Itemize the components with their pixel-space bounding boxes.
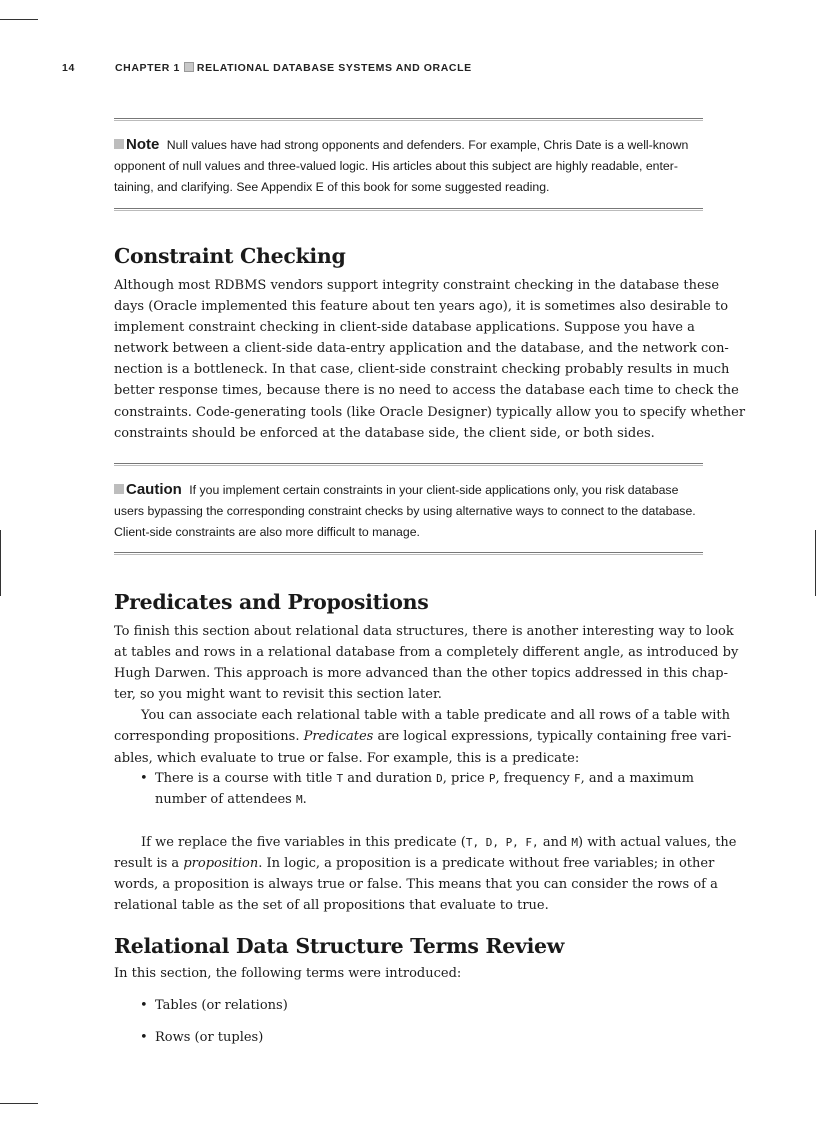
text-span: . (302, 792, 307, 808)
code-var: D (436, 772, 443, 785)
note-top-rule (114, 118, 703, 121)
caution-square-icon (114, 484, 124, 494)
paragraph-line: ables, which evaluate to true or false. For example, this is a predicate: (114, 750, 580, 766)
paragraph-line: ter, so you might want to revisit this section later. (114, 687, 442, 703)
text-span: ) with actual values, the (578, 835, 737, 850)
text-span: are logical expressions, typically containing free vari- (377, 729, 732, 745)
paragraph-line: relational table as the set of all propositions that evaluate to true. (114, 898, 549, 914)
list-item (140, 768, 694, 810)
code-var: T (336, 772, 344, 785)
bullet-icon: • (140, 998, 148, 1013)
paragraph-line: In this section, the following terms were introduced: (114, 966, 462, 981)
caution-line: users bypassing the corresponding constraint checks by using alternative ways to connect to the database. (114, 504, 696, 518)
paragraph-line: network between a client-side data-entry application and the database, and the network con- (114, 341, 729, 357)
note-line: Null values have had strong opponents and defenders. For example, Chris Date is a well-known (166, 138, 689, 152)
paragraph-line: Although most RDBMS vendors support integrity constraint checking in the database these (114, 278, 720, 293)
bullet-icon: • (140, 771, 148, 786)
paragraph-line: constraints should be enforced at the database side, the client side, or both sides. (114, 425, 655, 441)
paragraph-line: To finish this section about relational data structures, there is another interesting way to look (114, 624, 734, 639)
code-var: T, D, P, F, (465, 836, 539, 849)
paragraph-line: constraints. Code-generating tools (like Oracle Designer) typically allow you to specify whether (114, 404, 746, 420)
section-heading-constraint-checking: Constraint Checking (114, 244, 346, 268)
text-span: . In logic, a proposition is a predicate without free variables; in other (258, 856, 715, 872)
caution-top-rule (114, 463, 703, 466)
constraint-paragraph (114, 275, 746, 444)
code-var: F (574, 772, 581, 785)
review-intro (114, 963, 714, 984)
note-line: opponent of null values and three-valued logic. His articles about this subject are highly readable, enter- (114, 159, 678, 173)
text-span: and (542, 835, 568, 850)
text-span: , frequency (495, 771, 570, 786)
paragraph-line: Hugh Darwen. This approach is more advanced than the other topics addressed in this chap- (114, 666, 728, 682)
note-callout (114, 134, 703, 198)
chapter-title: RELATIONAL DATABASE SYSTEMS AND ORACLE (196, 62, 472, 74)
caution-line: If you implement certain constraints in your client-side applications only, you risk database (189, 483, 679, 497)
code-var: P (488, 772, 496, 785)
note-square-icon (114, 139, 124, 149)
text-span: and duration (347, 771, 433, 786)
text-span: , price (442, 771, 485, 786)
note-line: taining, and clarifying. See Appendix E of this book for some suggested reading. (114, 180, 550, 194)
text-span: result is a (114, 856, 180, 872)
paragraph-line: You can associate each relational table with a table predicate and all rows of a table with (141, 708, 730, 724)
emphasis: Predicates (303, 729, 374, 745)
paragraph-line: nection is a bottleneck. In that case, client-side constraint checking probably results in much (114, 362, 730, 378)
crop-mark (0, 1103, 38, 1104)
emphasis: proposition (183, 856, 259, 872)
caution-callout (114, 479, 703, 543)
text-span: There is a course with title (155, 771, 333, 786)
square-separator-icon (184, 62, 194, 72)
paragraph-line: words, a proposition is always true or false. This means that you can consider the rows of a (114, 877, 718, 893)
text-span: , and a maximum (580, 771, 694, 786)
crop-mark (0, 530, 1, 596)
paragraph-line: better response times, because there is no need to access the database each time to check the (114, 383, 739, 399)
paragraph-line: days (Oracle implemented this feature about ten years ago), it is sometimes also desirable to (114, 299, 729, 315)
predicates-paragraph (114, 621, 739, 769)
section-heading-terms-review: Relational Data Structure Terms Review (114, 934, 565, 958)
page-number: 14 (62, 62, 75, 74)
text-span: If we replace the five variables in this predicate ( (141, 835, 466, 850)
list-item-text: Tables (or relations) (155, 998, 288, 1013)
list-item (140, 995, 288, 1016)
caution-label: Caution (126, 481, 182, 498)
bullet-icon: • (140, 1030, 148, 1045)
note-label: Note (126, 136, 160, 153)
text-span: corresponding propositions. (114, 729, 300, 745)
list-item-text: Rows (or tuples) (155, 1030, 264, 1045)
note-bottom-rule (114, 208, 703, 211)
text-span: number of attendees (155, 792, 292, 808)
proposition-paragraph (114, 832, 737, 916)
list-item (140, 1027, 263, 1048)
chapter-label: CHAPTER 1 (115, 62, 180, 74)
crop-mark (0, 19, 38, 20)
paragraph-line: at tables and rows in a relational database from a completely different angle, as introduced by (114, 645, 739, 661)
caution-line: Client-side constraints are also more difficult to manage. (114, 525, 420, 539)
caution-bottom-rule (114, 552, 703, 555)
running-header (62, 62, 722, 74)
code-var: M (296, 793, 303, 807)
code-var: M (571, 836, 579, 849)
paragraph-line: implement constraint checking in client-side database applications. Suppose you have a (114, 320, 695, 336)
section-heading-predicates: Predicates and Propositions (114, 590, 429, 614)
